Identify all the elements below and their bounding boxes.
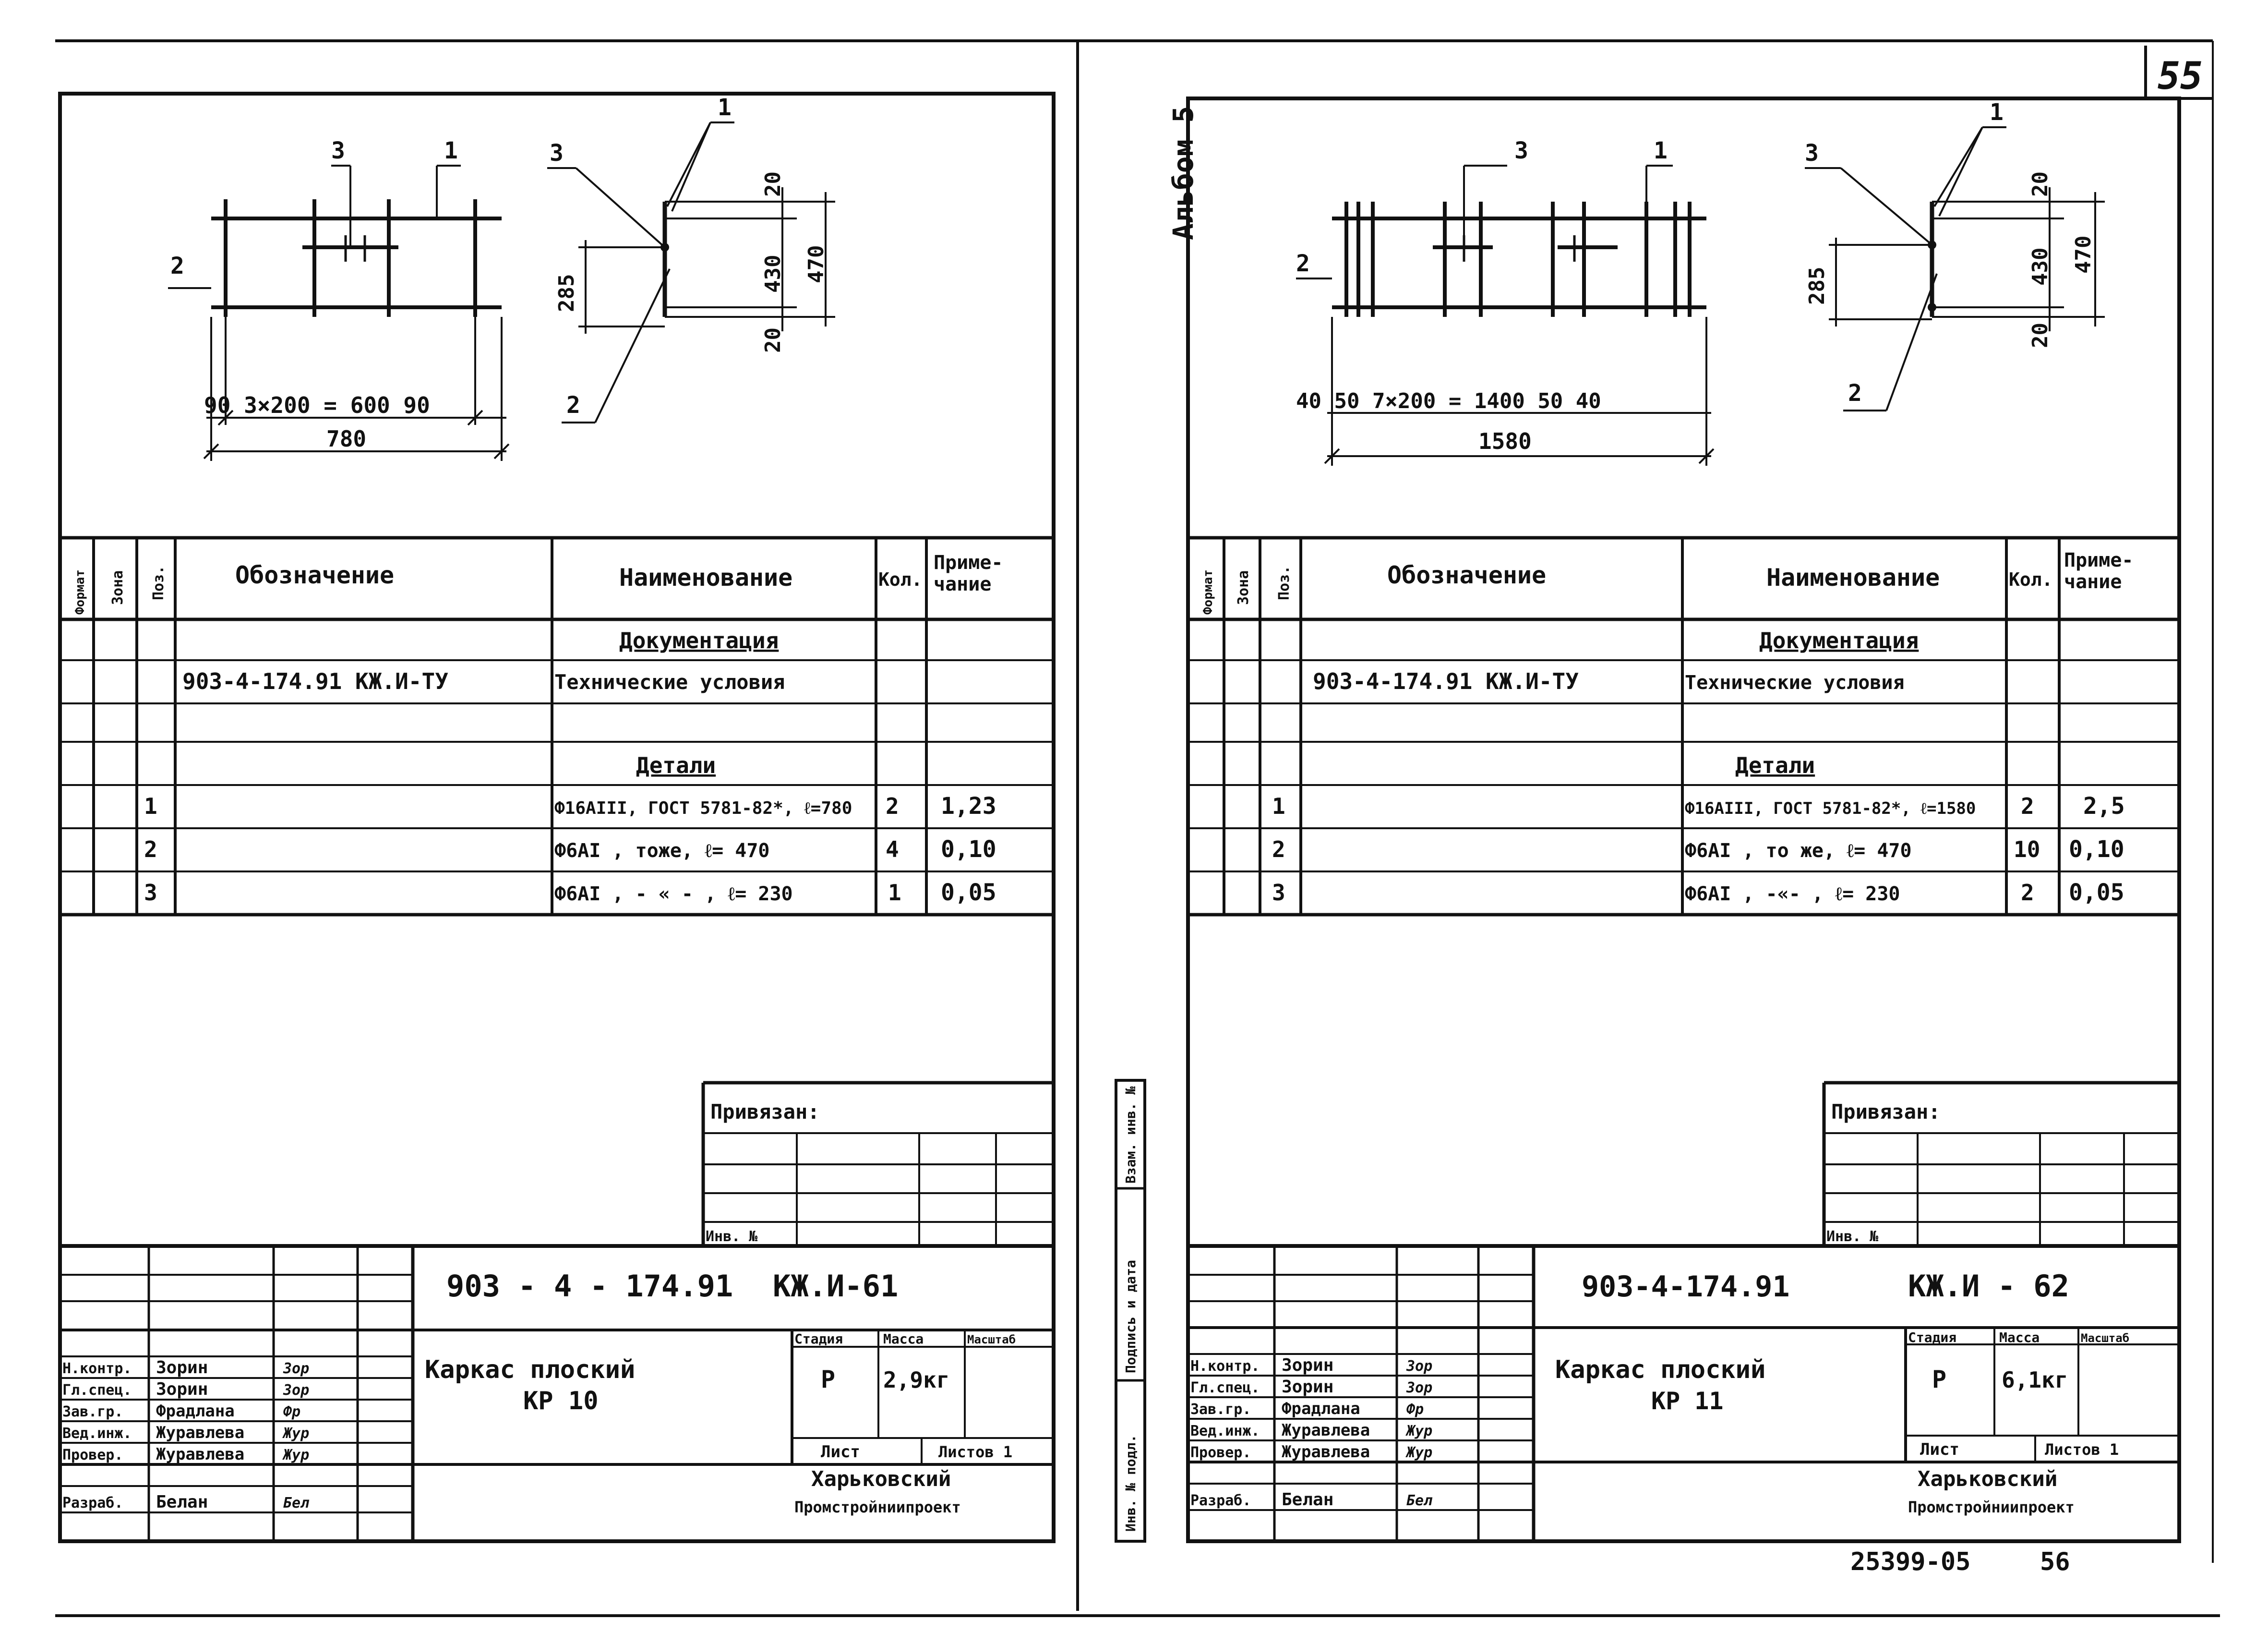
svg-text:Зор: Зор: [283, 1382, 310, 1399]
col-format: Формат: [1201, 569, 1215, 615]
table-row: [1272, 836, 2124, 863]
table-row: [144, 836, 996, 863]
sec-dim-20-bottom: 20: [2028, 323, 2052, 348]
col-designation: Обозначение: [1387, 561, 1547, 589]
svg-text:Вед.инж.: Вед.инж.: [1190, 1423, 1260, 1439]
sec-pos-1: 1: [718, 94, 732, 121]
svg-text:Зорин: Зорин: [156, 1379, 208, 1399]
svg-text:2: 2: [886, 793, 899, 819]
svg-text:Бел: Бел: [1406, 1492, 1433, 1509]
section-docs: Документация: [1759, 628, 1919, 653]
table-row: [1272, 879, 2124, 906]
stamp-mass: 6,1кг: [2002, 1367, 2068, 1393]
svg-text:Журавлева: Журавлева: [1282, 1421, 1370, 1440]
svg-text:Разраб.: Разраб.: [62, 1495, 123, 1511]
dim-segments: 90 3×200 = 600 90: [204, 392, 430, 418]
svg-text:2: 2: [2021, 793, 2034, 819]
doc-designation: 903-4-174.91 КЖ.И-ТУ: [1313, 668, 1579, 694]
stamp-sheets-label: Листов 1: [938, 1443, 1013, 1461]
footer-page: 56: [2040, 1547, 2070, 1576]
col-pos: Поз.: [1276, 565, 1293, 600]
stamp-title-1: Каркас плоский: [425, 1355, 636, 1384]
svg-text:Провер.: Провер.: [1190, 1444, 1251, 1461]
svg-text:Жур: Жур: [283, 1425, 310, 1442]
svg-text:Зав.гр.: Зав.гр.: [62, 1403, 123, 1420]
svg-text:Ф6АI , тоже, ℓ= 470: Ф6АI , тоже, ℓ= 470: [554, 840, 770, 862]
stamp-org-1: Харьковский: [811, 1467, 951, 1491]
section-details: Детали: [636, 752, 716, 778]
svg-text:Жур: Жур: [283, 1447, 310, 1463]
sec-pos-2: 2: [1848, 380, 1862, 407]
frame-drawing-kr11: [1332, 202, 1706, 317]
svg-text:0,10: 0,10: [2069, 836, 2124, 863]
col-zone: Зона: [1235, 570, 1252, 605]
page-number-box: [2146, 46, 2213, 98]
binding-label: Привязан:: [1831, 1100, 1941, 1124]
stamp-stage-label: Стадия: [794, 1331, 843, 1347]
dim-total: 1580: [1478, 428, 1532, 454]
svg-text:Белан: Белан: [156, 1492, 208, 1512]
dim-segments: 40 50 7×200 = 1400 50 40: [1296, 389, 1601, 413]
sec-dim-470: 470: [2071, 235, 2096, 274]
svg-text:Зорин: Зорин: [1282, 1377, 1334, 1397]
col-note-2: чание: [2064, 571, 2122, 593]
svg-text:Ф16АIII, ГОСТ 5781-82*, ℓ=780: Ф16АIII, ГОСТ 5781-82*, ℓ=780: [554, 798, 852, 818]
svg-text:Бел: Бел: [283, 1495, 310, 1511]
sec-dim-470: 470: [804, 245, 828, 283]
section-details: Детали: [1735, 752, 1815, 778]
stamp-mass: 2,9кг: [883, 1367, 950, 1393]
binding-label: Привязан:: [710, 1100, 820, 1124]
stamp-mass-label: Масса: [1999, 1330, 2040, 1345]
svg-text:Ф6АI , то же, ℓ= 470: Ф6АI , то же, ℓ= 470: [1685, 840, 1912, 862]
sec-dim-285: 285: [1805, 266, 1829, 305]
stamp-org-2: Промстройниипроект: [794, 1498, 961, 1516]
svg-text:1: 1: [888, 880, 901, 906]
col-pos: Поз.: [150, 565, 167, 600]
footer-doc-no: 25399-05: [1850, 1547, 1971, 1576]
stamp-title-2: КР 10: [523, 1387, 599, 1415]
svg-text:Разраб.: Разраб.: [1190, 1492, 1251, 1509]
dim-total: 780: [326, 426, 367, 452]
stamp-org-1: Харьковский: [1918, 1467, 2058, 1491]
svg-text:Журавлева: Журавлева: [156, 1423, 245, 1442]
sec-pos-1: 1: [1990, 99, 2004, 126]
table-row: [1272, 793, 2125, 820]
svg-text:Фр: Фр: [283, 1403, 301, 1420]
svg-text:Н.контр.: Н.контр.: [62, 1360, 132, 1377]
col-name: Наименование: [619, 564, 793, 592]
sec-dim-430: 430: [2028, 247, 2052, 286]
svg-text:Ф6АI , -«- , ℓ= 230: Ф6АI , -«- , ℓ= 230: [1685, 883, 1900, 905]
col-qty: Кол.: [878, 569, 923, 590]
stamp-code: 903 - 4 - 174.91: [446, 1269, 733, 1304]
sec-dim-20-top: 20: [2028, 171, 2052, 197]
stamp-stage: Р: [1932, 1366, 1947, 1393]
pos-label-2: 2: [1296, 250, 1310, 277]
frame-drawing-kr10: [211, 199, 502, 317]
svg-text:Ф6АI , - « - , ℓ= 230: Ф6АI , - « - , ℓ= 230: [554, 883, 793, 905]
stamp-title-2: КР 11: [1651, 1387, 1724, 1415]
col-note-1: Приме-: [2064, 549, 2134, 571]
col-note-1: Приме-: [934, 552, 1003, 574]
col-designation: Обозначение: [235, 561, 395, 589]
svg-text:Жур: Жур: [1406, 1423, 1433, 1439]
svg-text:Фр: Фр: [1406, 1401, 1424, 1418]
stamp-org-2: Промстройниипроект: [1908, 1498, 2075, 1516]
inv-label: Инв. №: [706, 1228, 758, 1245]
svg-text:Зав.гр.: Зав.гр.: [1190, 1401, 1251, 1418]
svg-text:Вед.инж.: Вед.инж.: [62, 1425, 132, 1442]
pos-label-1: 1: [1654, 137, 1668, 164]
svg-text:10: 10: [2014, 836, 2040, 862]
sec-dim-20-bottom: 20: [761, 327, 785, 353]
doc-designation: 903-4-174.91 КЖ.И-ТУ: [182, 668, 448, 694]
stamp-stage: Р: [821, 1366, 836, 1393]
side-label-sign: Подпись и дата: [1123, 1259, 1139, 1373]
svg-text:Зорин: Зорин: [156, 1358, 208, 1378]
col-qty: Кол.: [2009, 569, 2053, 590]
sheet-left: [60, 94, 1054, 1541]
stamp-sheets-label: Листов 1: [2045, 1440, 2119, 1459]
page-number: 55: [2158, 55, 2203, 98]
svg-text:Зор: Зор: [1406, 1358, 1433, 1375]
col-name: Наименование: [1766, 564, 1940, 592]
svg-text:1: 1: [144, 793, 157, 819]
sheet-right: [1188, 98, 2179, 1541]
svg-text:Журавлева: Журавлева: [156, 1445, 245, 1464]
inv-label: Инв. №: [1826, 1228, 1879, 1245]
stamp-sheet-code: КЖ.И-61: [773, 1269, 899, 1304]
svg-text:Зор: Зор: [283, 1360, 310, 1377]
side-label-inv: Инв. № подл.: [1123, 1434, 1139, 1532]
svg-text:1,23: 1,23: [941, 793, 996, 820]
svg-text:2: 2: [1272, 836, 1285, 862]
table-row: [144, 879, 996, 906]
svg-text:Журавлева: Журавлева: [1282, 1442, 1370, 1462]
svg-text:Зор: Зор: [1406, 1379, 1433, 1396]
stamp-stage-label: Стадия: [1908, 1330, 1957, 1345]
svg-text:2,5: 2,5: [2083, 793, 2125, 820]
col-zone: Зона: [109, 570, 126, 605]
stamp-mass-label: Масса: [883, 1331, 924, 1347]
svg-text:0,05: 0,05: [941, 879, 996, 906]
sec-dim-285: 285: [554, 274, 579, 312]
album-label: Альбом 5: [1167, 106, 1200, 240]
doc-name: Технические условия: [554, 670, 785, 694]
pos-label-3: 3: [331, 137, 345, 164]
stamp-sheet-code: КЖ.И - 62: [1908, 1269, 2069, 1304]
svg-text:Белан: Белан: [1282, 1490, 1334, 1510]
sec-pos-3: 3: [1805, 140, 1819, 167]
pos-label-1: 1: [444, 137, 458, 164]
col-format: Формат: [73, 569, 87, 615]
stamp-scale-label: Масштаб: [2081, 1331, 2130, 1345]
pos-label-2: 2: [170, 253, 184, 279]
stamp-title-1: Каркас плоский: [1555, 1355, 1766, 1384]
sec-pos-3: 3: [550, 140, 564, 167]
stamp-sheet-label: Лист: [821, 1442, 860, 1462]
svg-text:Гл.спец.: Гл.спец.: [1190, 1379, 1260, 1396]
svg-text:0,05: 0,05: [2069, 879, 2124, 906]
svg-text:2: 2: [144, 836, 157, 862]
side-strip: [1116, 1080, 1145, 1541]
col-note-2: чание: [934, 573, 992, 595]
stamp-scale-label: Масштаб: [967, 1333, 1016, 1346]
svg-text:3: 3: [144, 880, 157, 906]
svg-text:2: 2: [2021, 880, 2034, 906]
svg-text:Гл.спец.: Гл.спец.: [62, 1382, 132, 1399]
svg-text:Провер.: Провер.: [62, 1447, 123, 1463]
sec-dim-20-top: 20: [761, 171, 785, 197]
svg-text:0,10: 0,10: [941, 836, 996, 863]
side-label-replace: Взам. инв. №: [1123, 1086, 1139, 1184]
pos-label-3: 3: [1514, 137, 1528, 164]
stamp-sheet-label: Лист: [1920, 1440, 1959, 1459]
svg-text:3: 3: [1272, 880, 1285, 906]
svg-text:Жур: Жур: [1406, 1444, 1433, 1461]
doc-name: Технические условия: [1685, 672, 1905, 694]
svg-text:4: 4: [886, 836, 899, 862]
table-row: [144, 793, 996, 820]
sec-pos-2: 2: [566, 392, 580, 419]
svg-text:Ф16АIII, ГОСТ 5781-82*, ℓ=1580: Ф16АIII, ГОСТ 5781-82*, ℓ=1580: [1685, 799, 1976, 818]
section-docs: Документация: [619, 628, 779, 653]
svg-text:Н.контр.: Н.контр.: [1190, 1358, 1260, 1375]
svg-text:1: 1: [1272, 793, 1285, 819]
svg-text:Зорин: Зорин: [1282, 1355, 1334, 1375]
svg-text:Фрадлана: Фрадлана: [156, 1402, 235, 1421]
svg-text:Фрадлана: Фрадлана: [1282, 1399, 1360, 1418]
sec-dim-430: 430: [761, 254, 785, 293]
stamp-code: 903-4-174.91: [1582, 1270, 1790, 1304]
